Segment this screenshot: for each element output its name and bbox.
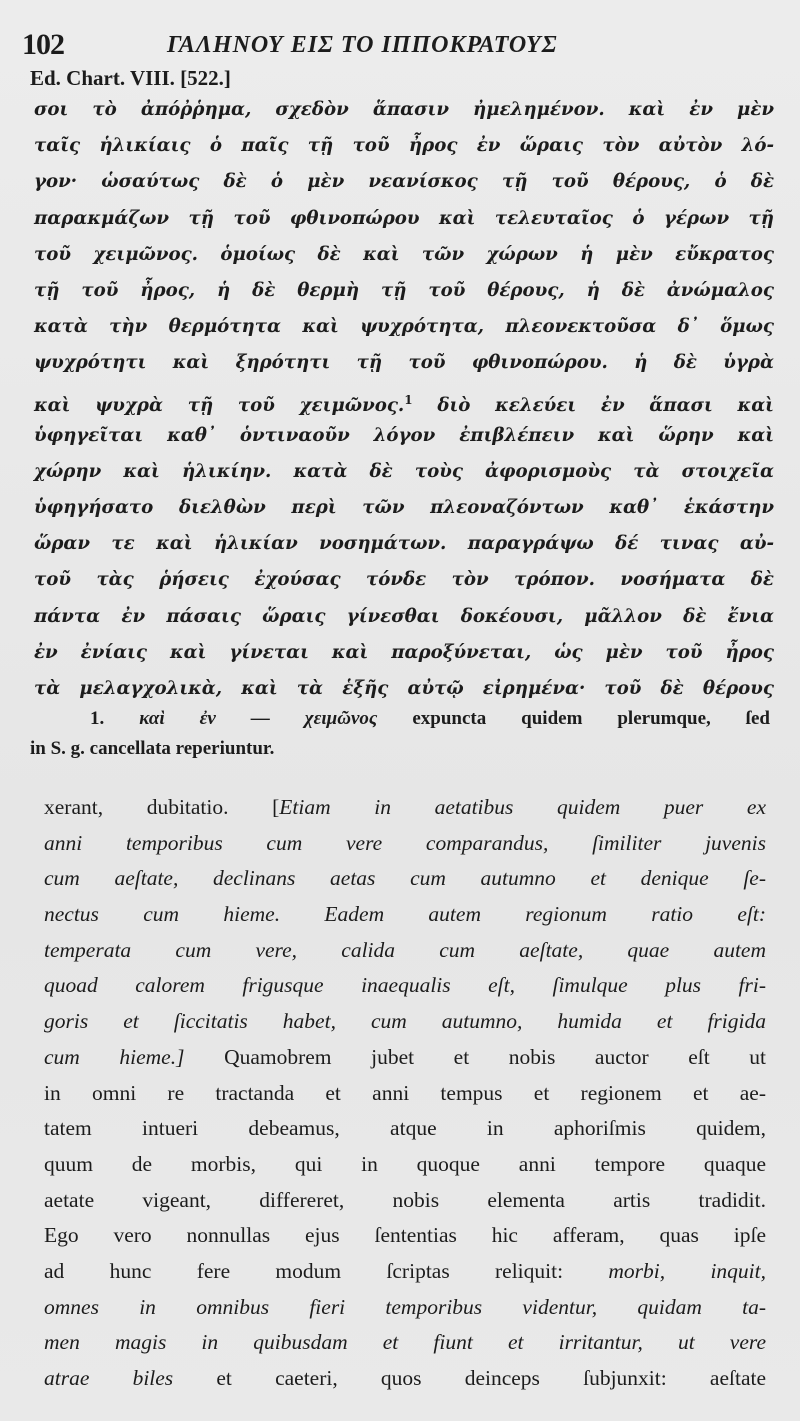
latin-line: in omni re tractanda et anni tempus et regionem et ae- [44, 1080, 766, 1105]
running-title: ΓΑΛΗΝΟΥ ΕΙΣ ΤΟ ΙΠΠΟΚΡΑΤΟΥΣ [167, 32, 558, 58]
greek-line: γον· ὡσαύτως δὲ ὁ μὲν νεανίσκος τῇ τοῦ θέρους, ὁ δὲ [34, 171, 774, 193]
greek-line: ὑφηγήσατο διελθὼν περὶ τῶν πλεοναζόντων καθ᾽ ἑκάστην [34, 497, 774, 519]
page-number: 102 [22, 28, 64, 61]
greek-line: ψυχρότητι καὶ ξηρότητι τῇ τοῦ φθινοπώρου. ἡ δὲ ὑγρὰ [34, 352, 774, 374]
latin-line [44, 1361, 766, 1397]
latin-segment: morbi, inquit, [608, 1258, 767, 1283]
page-header [22, 22, 770, 66]
greek-text-block [34, 92, 774, 707]
greek-line [34, 382, 774, 418]
latin-line: anni temporibus cum vere comparandus, ſimiliter juvenis [44, 830, 766, 855]
greek-line: κατὰ τὴν θερμότητα καὶ ψυχρότητα, πλεονεκτοῦσα δ᾽ ὅμως [34, 316, 774, 338]
footnote-line: in S. g. cancellata reperiuntur. [30, 738, 275, 759]
greek-line: ὑφηγεῖται καθ᾽ ὁντιναοῦν λόγον ἐπιβλέπειν καὶ ὥρην καὶ [34, 424, 774, 446]
latin-line: Ego vero nonnullas ejus ſententias hic afferam, quas ipſe [44, 1223, 766, 1248]
latin-line: men magis in quibusdam et fiunt et irritantur, ut vere [44, 1330, 766, 1355]
latin-segment: Quamobrem jubet et nobis auctor eſt ut [224, 1044, 767, 1069]
greek-line: τῇ τοῦ ἦρος, ἡ δὲ θερμὴ τῇ τοῦ θέρους, ἡ δὲ ἀνώμαλος [34, 279, 774, 301]
greek-line: ταῖς ἡλικίαις ὁ παῖς τῇ τοῦ ἦρος ἐν ὥραις τὸν αὐτὸν λό- [34, 135, 774, 157]
latin-text-block [44, 790, 766, 1397]
latin-segment: cum hieme.] [44, 1044, 185, 1069]
latin-line: nectus cum hieme. Eadem autem regionum ratio eſt: [44, 902, 766, 927]
edition-reference: Ed. Chart. VIII. [522.] [30, 66, 231, 90]
latin-line: aetate vigeant, differeret, nobis elementa artis tradidit. [44, 1187, 766, 1212]
latin-segment: atrae biles [44, 1366, 174, 1390]
latin-line: temperata cum vere, calida cum aeſtate, quae autem [44, 937, 766, 962]
latin-line: quum de morbis, qui in quoque anni tempore quaque [44, 1151, 766, 1176]
greek-line-segment: διὸ κελεύει ἐν ἅπασι καὶ [437, 394, 774, 416]
greek-line: χώρην καὶ ἡλικίην. κατὰ δὲ τοὺς ἀφορισμοὺς τὰ στοιχεῖα [34, 460, 774, 482]
footnote-greek: καὶ ἐν — χειμῶνος [139, 708, 378, 729]
latin-segment: ad hunc fere modum ſcriptas reliquit: [44, 1258, 564, 1283]
latin-line: quoad calorem frigusque inaequalis eſt, ſimulque plus fri- [44, 973, 766, 998]
footnote-line [30, 704, 770, 734]
latin-segment: Etiam in aetatibus quidem puer ex [279, 795, 766, 819]
latin-line: omnes in omnibus fieri temporibus videntur, quidam ta- [44, 1294, 766, 1319]
greek-line: πάντα ἐν πάσαις ὥραις γίνεσθαι δοκέουσι, μᾶλλον δὲ ἔνια [34, 605, 774, 627]
latin-segment: xerant, dubitatio. [ [44, 795, 280, 819]
latin-line [44, 1254, 766, 1290]
latin-line: cum aeſtate, declinans aetas cum autumno et denique ſe- [44, 866, 766, 891]
greek-line: τοῦ χειμῶνος. ὁμοίως δὲ καὶ τῶν χώρων ἡ μὲν εὔκρατος [34, 243, 774, 265]
latin-line [44, 790, 766, 826]
greek-line: τοῦ τὰς ῥήσεις ἐχούσας τόνδε τὸν τρόπον. νοσήματα δὲ [34, 569, 774, 591]
greek-line: ὥραν τε καὶ ἡλικίαν νοσημάτων. παραγράψω δέ τινας αὐ- [34, 533, 774, 555]
greek-line: ἐν ἐνίαις καὶ γίνεται καὶ παροξύνεται, ὡς μὲν τοῦ ἦρος [34, 641, 774, 663]
greek-line-segment: καὶ ψυχρὰ τῇ τοῦ χειμῶνος. [34, 394, 405, 416]
footnote-text: expuncta quidem plerumque, ſed [412, 708, 770, 729]
greek-line: παρακμάζων τῇ τοῦ φθινοπώρου καὶ τελευταῖος ὁ γέρων τῇ [34, 207, 774, 229]
footnote-number: 1. [90, 708, 105, 729]
latin-line [44, 1040, 766, 1076]
greek-line: τὰ μελαγχολικὰ, καὶ τὰ ἑξῆς αὐτῷ εἰρημένα· τοῦ δὲ θέρους [34, 678, 774, 699]
footnote [30, 704, 770, 764]
greek-line: σοι τὸ ἀπόῤῥημα, σχεδὸν ἅπασιν ἠμελημένον. καὶ ἐν μὲν [34, 99, 774, 120]
latin-segment: et caeteri, quos deinceps ſubjunxit: aeſtate [216, 1366, 767, 1390]
latin-line: tatem intueri debeamus, atque in aphoriſmis quidem, [44, 1116, 766, 1141]
latin-line: goris et ſiccitatis habet, cum autumno, humida et frigida [44, 1009, 766, 1034]
footnote-marker: 1 [404, 392, 413, 407]
